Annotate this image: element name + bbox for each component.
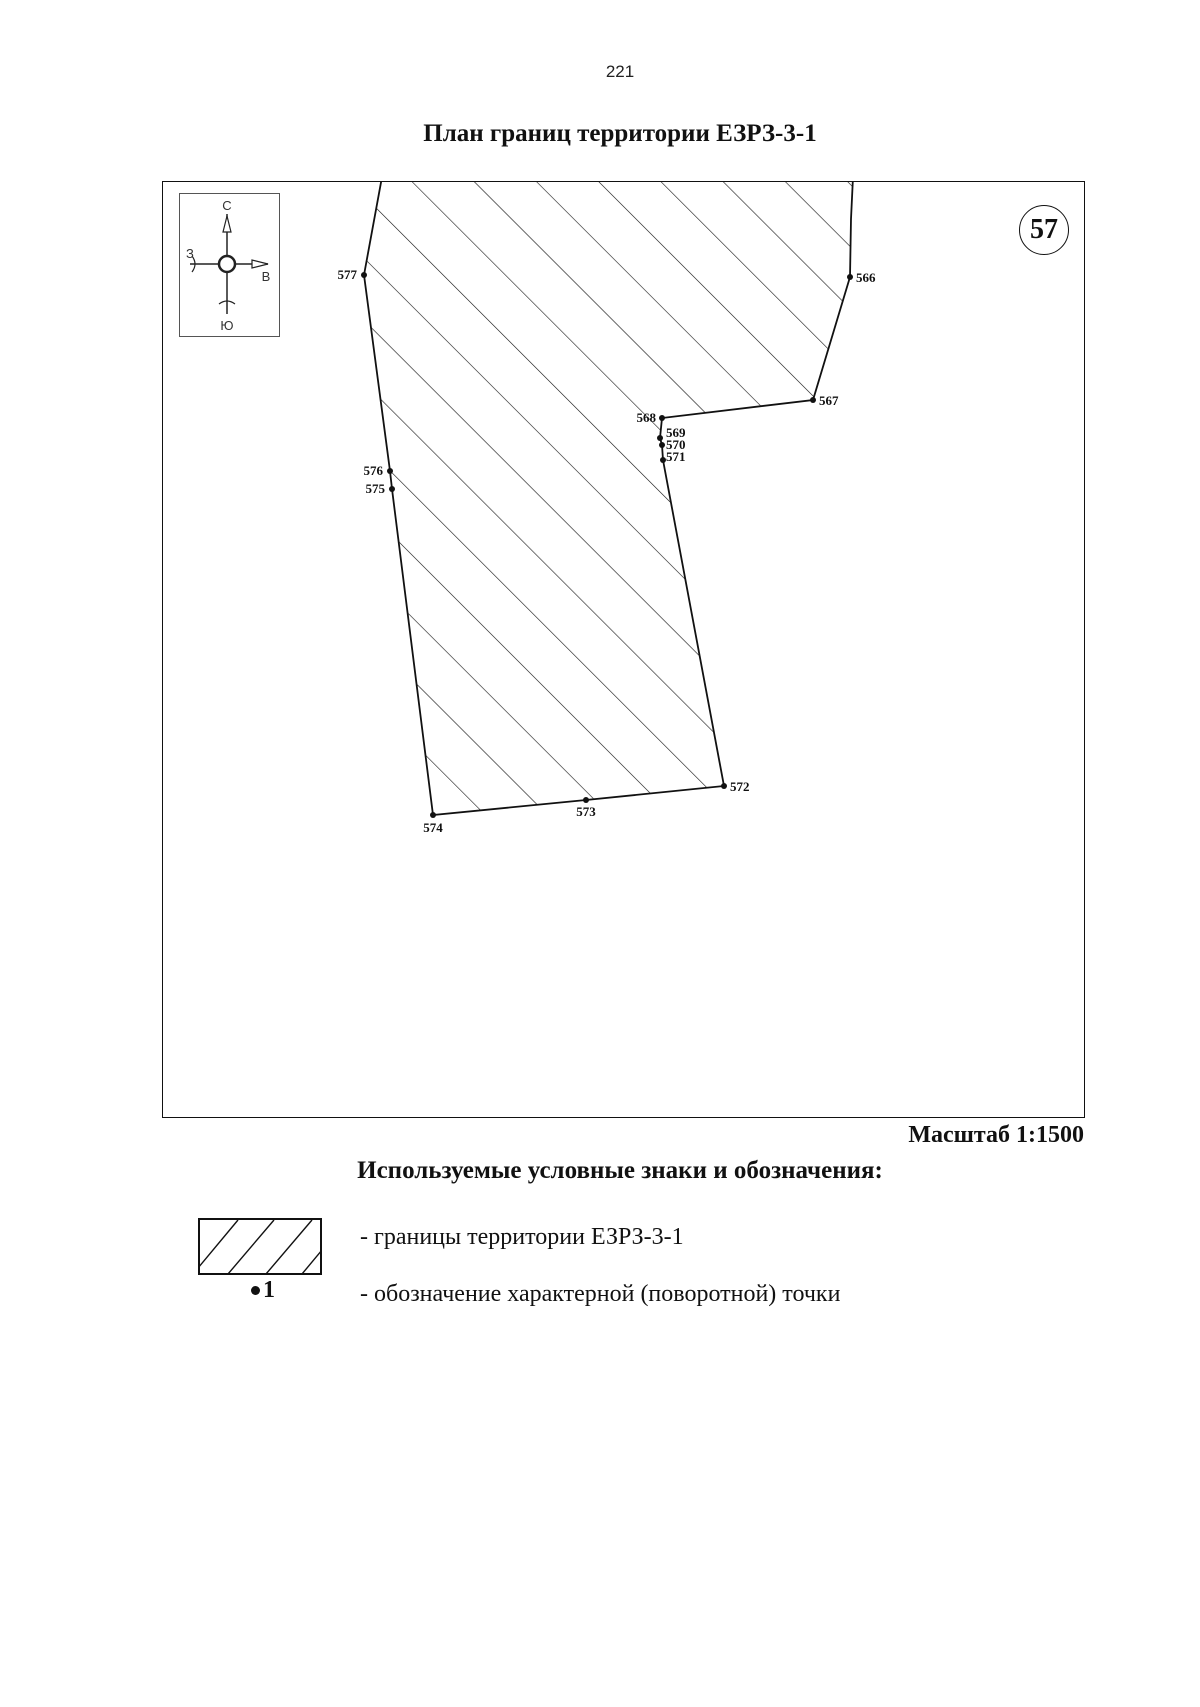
point-dot-icon (251, 1286, 260, 1295)
point-label-574: 574 (423, 820, 443, 835)
point-marker-572 (721, 783, 727, 789)
territory-boundary (364, 182, 853, 815)
point-marker-566 (847, 274, 853, 280)
compass-south-label: Ю (220, 318, 234, 333)
point-label-570: 570 (666, 437, 686, 452)
point-label-572: 572 (730, 779, 750, 794)
sheet-number-badge: 57 (1019, 205, 1069, 255)
page-title: План границ территории ЕЗРЗ-3-1 (423, 120, 817, 147)
map-frame (162, 181, 1085, 1118)
point-label-573: 573 (576, 804, 596, 819)
point-marker-567 (810, 397, 816, 403)
legend-point-number: 1 (263, 1277, 275, 1303)
point-label-575: 575 (365, 481, 385, 496)
point-marker-570 (659, 442, 665, 448)
compass-west-label: З (186, 246, 194, 261)
compass-east-label: В (261, 269, 271, 284)
point-marker-577 (361, 272, 367, 278)
legend-item-boundary: - границы территории ЕЗРЗ-3-1 (360, 1224, 684, 1250)
point-label-576: 576 (363, 463, 383, 478)
legend-title: Используемые условные знаки и обозначения: (357, 1157, 883, 1184)
page-number: 221 (605, 62, 635, 81)
point-marker-569 (657, 435, 663, 441)
point-label-568: 568 (636, 410, 656, 425)
point-marker-568 (659, 415, 665, 421)
boundary-plan (163, 182, 1085, 1118)
legend-hatch-swatch (198, 1218, 322, 1275)
point-label-569: 569 (666, 425, 686, 440)
legend-point-symbol (251, 1277, 275, 1304)
point-marker-573 (583, 797, 589, 803)
point-label-566: 566 (856, 270, 876, 285)
legend-item-point: - обозначение характерной (поворотной) точки (360, 1281, 841, 1307)
point-label-567: 567 (819, 393, 839, 408)
compass-rose (179, 193, 280, 337)
point-marker-576 (387, 468, 393, 474)
point-marker-575 (389, 486, 395, 492)
point-marker-574 (430, 812, 436, 818)
compass-north-label: С (222, 198, 232, 213)
point-label-571: 571 (666, 449, 686, 464)
point-label-577: 577 (337, 267, 357, 282)
map-scale: Масштаб 1:1500 (908, 1122, 1084, 1148)
